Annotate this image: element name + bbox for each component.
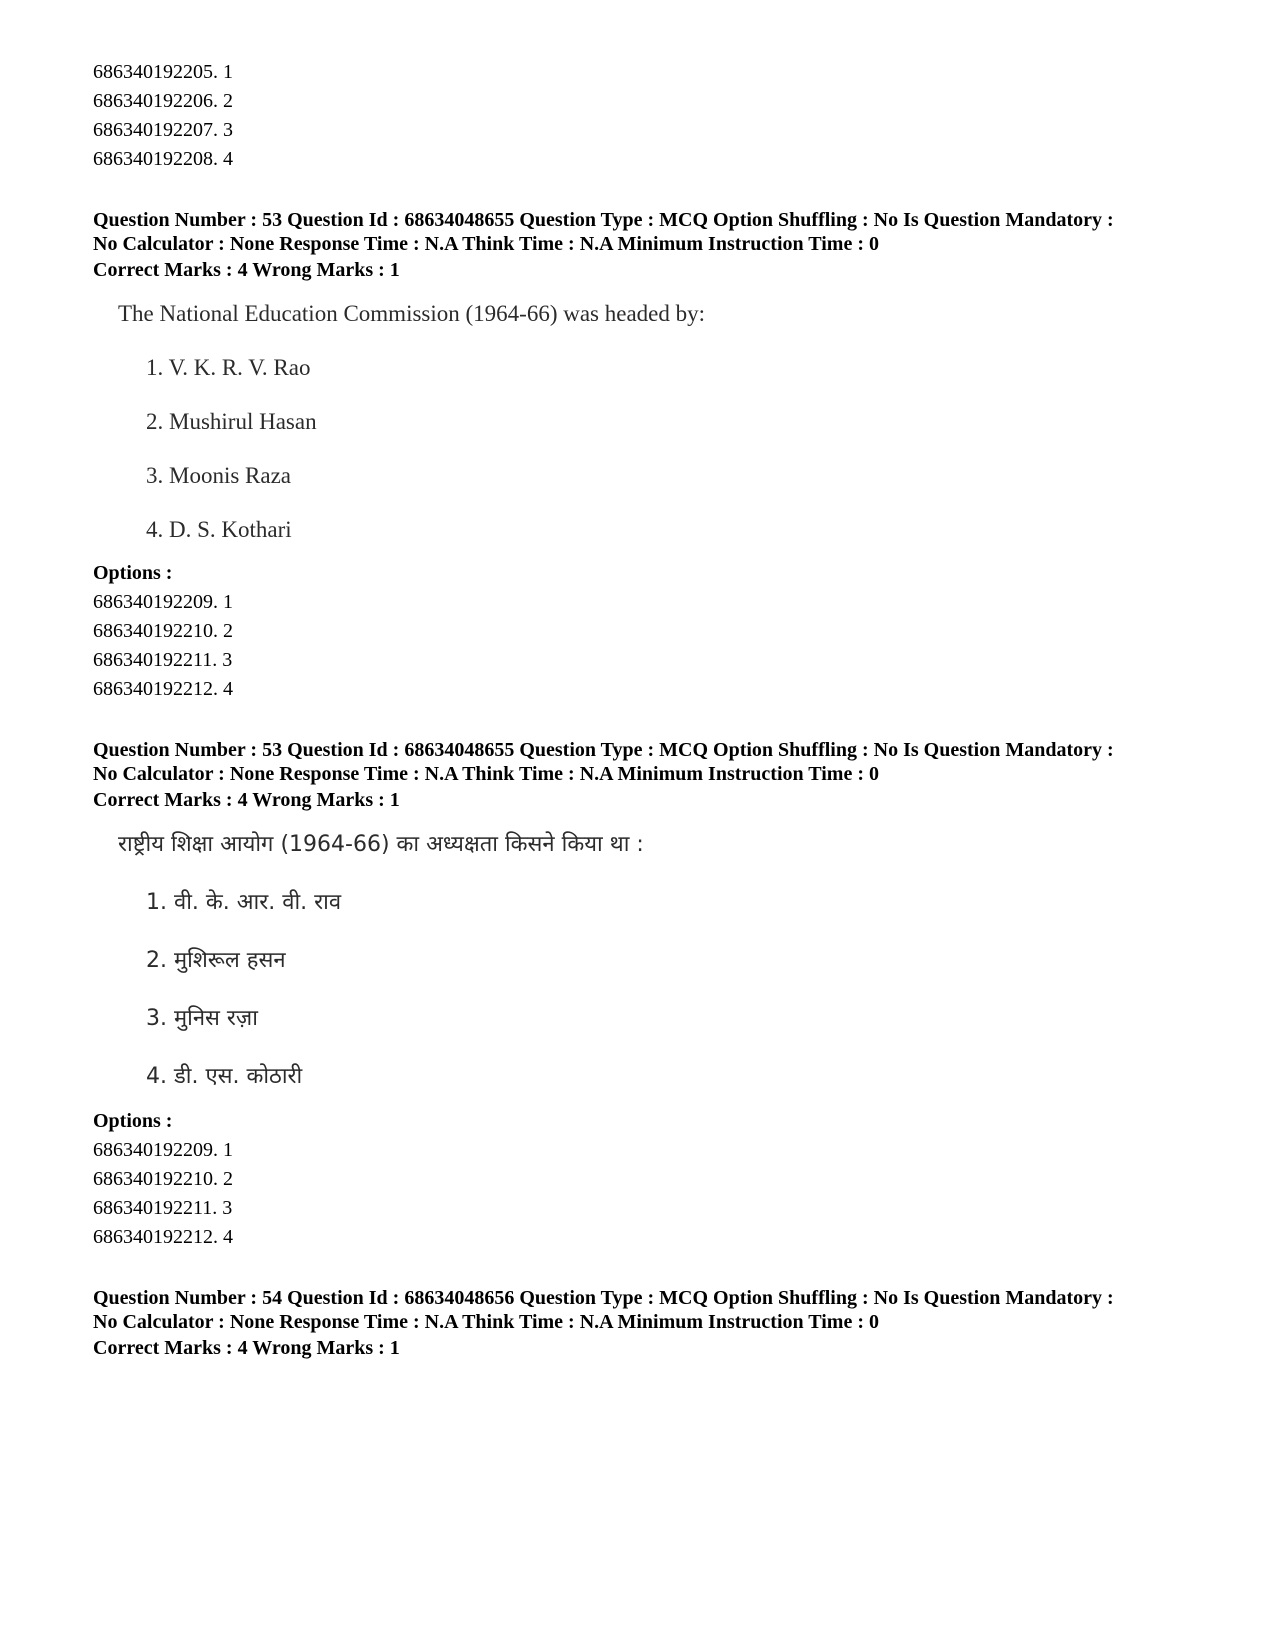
question-choice: 1. वी. के. आर. वी. राव: [146, 890, 342, 915]
question-stem: The National Education Commission (1964-66) was headed by:: [118, 301, 706, 326]
question-meta-line: No Calculator : None Response Time : N.A Think Time : N.A Minimum Instruction Time : 0: [93, 1311, 879, 1333]
option-line: 686340192206. 2: [93, 90, 233, 112]
question-stem: राष्ट्रीय शिक्षा आयोग (1964-66) का अध्यक्षता किसने किया था :: [118, 832, 644, 857]
options-heading: Options :: [93, 562, 173, 584]
options-heading: Options :: [93, 1110, 173, 1132]
option-line: 686340192207. 3: [93, 119, 233, 141]
option-line: 686340192212. 4: [93, 678, 233, 700]
option-line: 686340192208. 4: [93, 148, 233, 170]
question-meta-line: Question Number : 53 Question Id : 68634048655 Question Type : MCQ Option Shuffling : No Is Question Mandatory :: [93, 209, 1114, 231]
option-line: 686340192212. 4: [93, 1226, 233, 1248]
question-marks: Correct Marks : 4 Wrong Marks : 1: [93, 259, 400, 281]
question-content: [118, 829, 1213, 1093]
question-meta-line: Question Number : 53 Question Id : 68634048655 Question Type : MCQ Option Shuffling : No Is Question Mandatory :: [93, 739, 1114, 761]
option-line: 686340192205. 1: [93, 61, 233, 83]
question-choice: 2. मुशिरूल हसन: [146, 948, 286, 973]
question-choice: 3. मुनिस रज़ा: [146, 1006, 258, 1031]
option-line: 686340192209. 1: [93, 1139, 233, 1161]
question-block-53-hindi: [93, 738, 1213, 1252]
option-line: 686340192210. 2: [93, 620, 233, 642]
question-meta-line: No Calculator : None Response Time : N.A Think Time : N.A Minimum Instruction Time : 0: [93, 233, 879, 255]
option-line: 686340192211. 3: [93, 649, 233, 671]
previous-options-list: [93, 58, 1213, 174]
question-block-53-english: [93, 208, 1213, 704]
option-line: 686340192211. 3: [93, 1197, 233, 1219]
question-marks: Correct Marks : 4 Wrong Marks : 1: [93, 789, 400, 811]
question-meta-line: No Calculator : None Response Time : N.A Think Time : N.A Minimum Instruction Time : 0: [93, 763, 879, 785]
question-choice: 2. Mushirul Hasan: [146, 409, 317, 434]
option-line: 686340192209. 1: [93, 591, 233, 613]
question-choice: 1. V. K. R. V. Rao: [146, 355, 311, 380]
question-marks: Correct Marks : 4 Wrong Marks : 1: [93, 1337, 400, 1359]
question-content: [118, 299, 1213, 545]
option-line: 686340192210. 2: [93, 1168, 233, 1190]
question-choice: 3. Moonis Raza: [146, 463, 292, 488]
question-choice: 4. डी. एस. कोठारी: [146, 1064, 303, 1089]
question-choice: 4. D. S. Kothari: [146, 517, 292, 542]
document-page: [93, 58, 1213, 1363]
question-meta-line: Question Number : 54 Question Id : 68634048656 Question Type : MCQ Option Shuffling : No Is Question Mandatory :: [93, 1287, 1114, 1309]
question-block-54: [93, 1286, 1213, 1363]
